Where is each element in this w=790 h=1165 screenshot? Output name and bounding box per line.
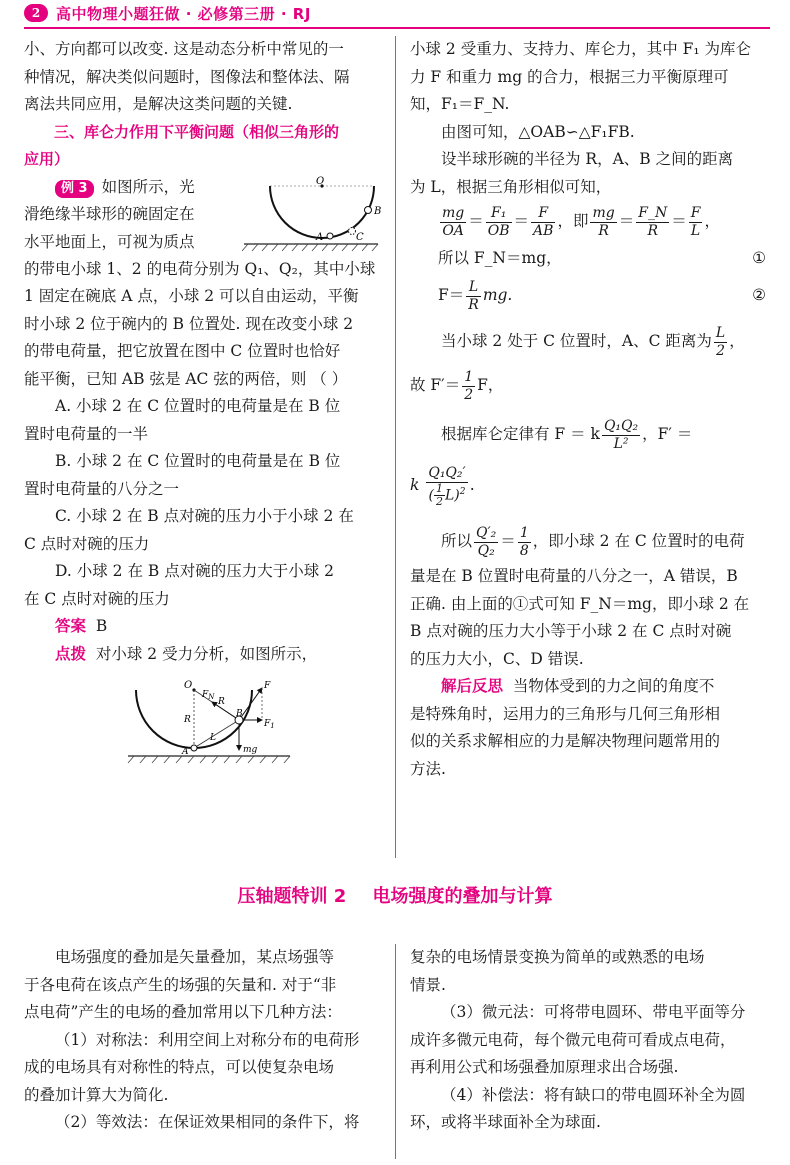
tip-line	[24, 641, 380, 669]
header-rule	[24, 27, 770, 29]
example-line: 能平衡，已知 AB 弦是 AC 弦的两倍，则 （ ）	[24, 369, 348, 388]
reflect-line: 似的关系求解相应的力是解决物理问题常用的	[410, 732, 721, 750]
header-title: 高中物理小题狂做 · 必修第三册 · RJ	[56, 5, 311, 23]
reflect-line: 是特殊角时，运用力的三角形与几何三角形相	[410, 704, 721, 723]
bowl-arc	[270, 186, 374, 238]
answer-line	[24, 613, 380, 641]
ball-a	[191, 745, 197, 751]
label-r2: R	[218, 697, 225, 707]
intro-line: 种情况，解决类似问题时，图像法和整体法、隔	[24, 67, 350, 86]
body-line: （3）微元法：可将带电圆环、带电平面等分	[441, 1003, 746, 1021]
label-mg: mg	[243, 745, 258, 755]
label-b: B	[374, 205, 382, 217]
reflect-label: 解后反思	[441, 677, 504, 695]
answer-label: 答案	[55, 617, 87, 635]
option-b-cont: 置时电荷量的八分之一	[24, 479, 180, 498]
solution-line: 由图可知，△OAB∽△F₁FB.	[441, 122, 635, 141]
body-line: 成许多微元电荷，每个微元电荷可看成点电荷，	[410, 1030, 736, 1049]
label-l: L	[210, 733, 216, 743]
label-f1: $F_1$	[264, 719, 275, 730]
solution-line: 设半球形碗的半径为 R，A、B 之间的距离	[441, 150, 734, 168]
solution-line: 知，F₁＝F_N.	[410, 95, 510, 113]
body-line: 成的电场具有对称性的特点，可以使复杂电场	[24, 1058, 335, 1076]
line-c-distance: 当小球 2 处于 C 位置时，A、C 距离为 $\frac{L}{2}$ ，	[441, 324, 745, 359]
left-column	[24, 36, 380, 768]
force-figure	[124, 672, 294, 768]
label-o: O	[184, 680, 193, 691]
intro-line: 小、方向都可以改变. 这是动态分析中常见的一	[24, 40, 344, 58]
section2-title	[0, 882, 790, 908]
column-divider-bottom	[395, 944, 396, 1159]
option-d: D. 小球 2 在 B 点对碗的压力大于小球 2	[55, 562, 334, 580]
solution-line: 小球 2 受重力、支持力、库仑力，其中 F₁ 为库仑	[410, 40, 752, 58]
body-line: （2）等效法：在保证效果相同的条件下，将	[55, 1113, 360, 1131]
column-divider-top	[395, 36, 396, 858]
example-head-line: 水平地面上，可视为质点	[24, 232, 195, 251]
example-head	[24, 174, 380, 284]
section3-title: 三、库仑力作用下平衡问题（相似三角形的	[54, 122, 340, 141]
label-f: F	[264, 681, 271, 691]
force-fn	[212, 702, 239, 720]
ball-c	[349, 227, 356, 234]
solution-line: 为 L，根据三角形相似可知，	[410, 177, 612, 196]
option-a-cont: 置时电荷量的一半	[24, 424, 149, 443]
coulomb-law: 根据库仑定律有 F ＝ k $\frac{\text{Q₁Q₂}}{\text{L²}}$ ，F′ ＝	[441, 417, 693, 452]
body-line: 复杂的电场情景变换为简单的或熟悉的电场	[410, 948, 705, 966]
body-line: 的叠加计算大为简化.	[24, 1085, 169, 1104]
result-line: 所以 $\frac{\text{Q′₂}}{\text{Q₂}}$ ＝ $\frac{1}{8}$ ，即小球 2 在 C 位置时的电荷	[441, 524, 745, 559]
body-line: 环，或将半球面补全为球面.	[410, 1113, 601, 1131]
section2-heading: 电场强度的叠加与计算	[372, 886, 553, 907]
option-d-cont: 在 C 点时对碗的压力	[24, 589, 170, 608]
result-line: 正确. 由上面的①式可知 F_N＝mg，即小球 2 在	[410, 594, 750, 613]
example-head-line: 如图所示，光	[101, 177, 195, 196]
body-line: （4）补偿法：将有缺口的带电圆环补全为圆	[441, 1085, 746, 1104]
result-line: 的压力大小，C、D 错误.	[410, 649, 584, 668]
bowl-figure	[238, 174, 382, 258]
label-fn: $F_N$	[202, 690, 215, 701]
page-header	[0, 0, 790, 32]
solution-line: 力 F 和重力 mg 的合力，根据三力平衡原理可	[410, 67, 729, 86]
body-line: 再利用公式和场强叠加原理求出合场强.	[410, 1058, 679, 1076]
body-line: 电场强度的叠加是矢量叠加，某点场强等	[55, 948, 335, 966]
body-line: 于各电荷在该点产生的场强的矢量和. 对于“非	[24, 975, 337, 994]
coulomb-law-prime: k Q₁Q₂′ ( $\frac{1}{2}$ L)$^2$ .	[410, 464, 475, 508]
ball-a	[327, 233, 333, 239]
ground-hatch	[242, 244, 378, 251]
bottom-right-column	[410, 944, 770, 1137]
option-c: C. 小球 2 在 B 点对碗的压力小于小球 2 在	[55, 507, 354, 525]
bottom-left-column	[24, 944, 380, 1137]
right-column	[410, 36, 770, 783]
ball-b	[365, 206, 372, 213]
example-badge: 例 3	[55, 180, 94, 198]
line-f-prime: 故 F′＝ $\frac{1}{2}$ F，	[410, 368, 504, 403]
label-a: A	[182, 747, 189, 757]
section2-label: 压轴题特训 2	[237, 886, 347, 907]
label-a: A	[316, 231, 324, 243]
reflect-line: 解后反思 当物体受到的力之间的角度不	[441, 677, 715, 695]
ground-hatch	[128, 756, 290, 763]
body-line: （1）对称法：利用空间上对称分布的电荷形	[55, 1030, 360, 1049]
answer-value: B	[95, 617, 108, 635]
example-line: 的带电荷量，把它放置在图中 C 位置时也恰好	[24, 342, 341, 360]
section3-title-cont: 应用）	[24, 150, 70, 168]
option-c-cont: C 点时对碗的压力	[24, 534, 150, 553]
tip-label: 点拨	[55, 644, 87, 663]
result-line: 量是在 B 位置时电荷量的八分之一，A 错误，B	[410, 567, 738, 585]
option-b: B. 小球 2 在 C 位置时的电荷量是在 B 位	[55, 452, 341, 470]
example-line: 的带电小球 1、2 的电荷分别为 Q₁、Q₂，其中小球	[24, 259, 376, 278]
option-a: A. 小球 2 在 C 位置时的电荷量是在 B 位	[55, 397, 341, 415]
example-line: 时小球 2 位于碗内的 B 位置处. 现在改变小球 2	[24, 314, 354, 333]
body-line: 情景.	[410, 975, 446, 994]
example-head-line: 滑绝缘半球形的碗固定在	[24, 205, 195, 223]
reflect-line: 方法.	[410, 759, 446, 778]
label-b: B	[236, 709, 243, 719]
tip-text: 对小球 2 受力分析，如图所示，	[95, 644, 318, 663]
label-o: O	[316, 175, 325, 187]
page-number: 2	[24, 4, 48, 22]
intro-line: 离法共同应用，是解决这类问题的关键.	[24, 95, 293, 113]
label-r1: R	[184, 715, 191, 725]
equation-fn: 所以 F_N＝mg， ①	[438, 249, 766, 267]
example-line: 1 固定在碗底 A 点，小球 2 可以自由运动，平衡	[24, 287, 359, 305]
body-line: 点电荷”产生的电场的叠加常用以下几种方法：	[24, 1003, 342, 1021]
label-c: C	[356, 231, 364, 243]
equation-f: F＝ $\frac{L}{R}$ mg. ②	[438, 278, 766, 313]
equation-similar: $\frac{mg}{OA}$ ＝ $\frac{\text{F₁}}{OB}$ ＝ $\frac{F}{AB}$ ，即 $\frac{mg}{R}$ ＝ $\frac{F\_N}{R}$ ＝ $\frac{F}{L}$ ，	[442, 204, 720, 239]
result-line: B 点对碗的压力大小等于小球 2 在 C 点时对碗	[410, 622, 732, 640]
